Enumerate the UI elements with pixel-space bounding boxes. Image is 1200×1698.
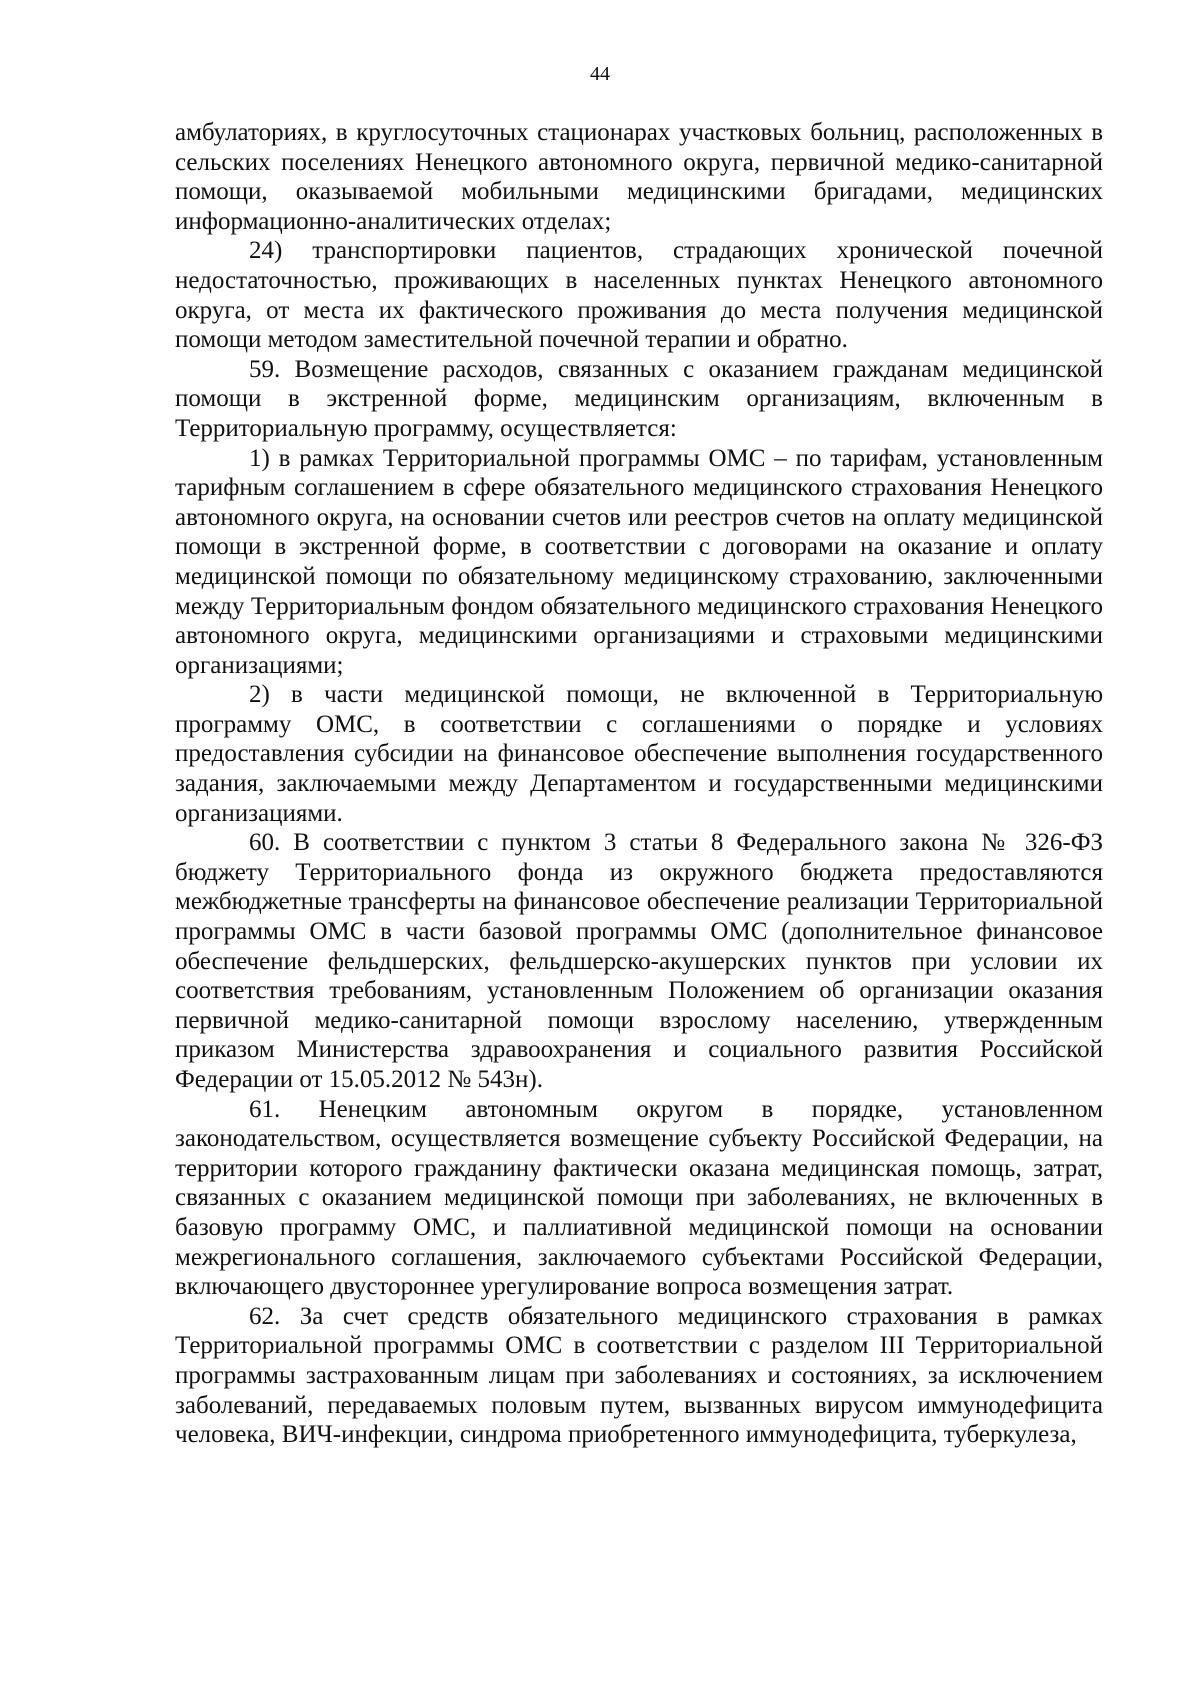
paragraph: 1) в рамках Территориальной программы ОМС – по тарифам, установленным тарифным соглашением в сфере обязательного медицинского страхования Ненецкого автономного округа, на основании счетов или реестров счетов на оплату медицинской помощи в экстренной форме, в соответствии с договорами на оказание и оплату медицинской помощи по обязательному медицинскому страхованию, заключенными между Территориальным фондом обязательного медицинского страхования Ненецкого автономного округа, медицинскими организациями и страховыми медицинскими организациями; [175,444,1103,679]
page-number: 44 [590,63,610,85]
paragraph: 61. Ненецким автономным округом в порядке, установленном законодательством, осуществляется возмещение субъекту Российской Федерации, на территории которого гражданину фактически оказана медицинская помощь, затрат, связанных с оказанием медицинской помощи при заболеваниях, не включенных в базовую программу ОМС, и паллиативной медицинской помощи на основании межрегионального соглашения, заключаемого субъектами Российской Федерации, включающего двустороннее урегулирование вопроса возмещения затрат. [175,1095,1103,1301]
paragraph: 24) транспортировки пациентов, страдающих хронической почечной недостаточностью, проживающих в населенных пунктах Ненецкого автономного округа, от места их фактического проживания до места получения медицинской помощи методом заместительной почечной терапии и обратно. [175,237,1103,354]
paragraph: 60. В соответствии с пунктом 3 статьи 8 Федерального закона № 326-ФЗ бюджету Территориального фонда из окружного бюджета предоставляются межбюджетные трансферты на финансовое обеспечение реализации Территориальной программы ОМС в части базовой программы ОМС (дополнительное финансовое обеспечение фельдшерских, фельдшерско-акушерских пунктов при условии их соответствия требованиям, установленным Положением об организации оказания первичной медико-санитарной помощи взрослому населению, утвержденным приказом Министерства здравоохранения и социального развития Российской Федерации от 15.05.2012 № 543н). [175,829,1103,1093]
paragraph: 62. За счет средств обязательного медицинского страхования в рамках Территориальной программы ОМС в соответствии с разделом III Территориальной программы застрахованным лицам при заболеваниях и состояниях, за исключением заболеваний, передаваемых половым путем, вызванных вирусом иммунодефицита человека, ВИЧ-инфекции, синдрома приобретенного иммунодефицита, туберкулеза, [175,1302,1103,1449]
document-body [175,118,1103,1450]
paragraph: 59. Возмещение расходов, связанных с оказанием гражданам медицинской помощи в экстренной форме, медицинским организациям, включенным в Территориальную программу, осуществляется: [175,355,1103,442]
paragraph: 2) в части медицинской помощи, не включенной в Территориальную программу ОМС, в соответствии с соглашениями о порядке и условиях предоставления субсидии на финансовое обеспечение выполнения государственного задания, заключаемыми между Департаментом и государственными медицинскими организациями. [175,681,1103,827]
paragraph: амбулаториях, в круглосуточных стационарах участковых больниц, расположенных в сельских поселениях Ненецкого автономного округа, первичной медико-санитарной помощи, оказываемой мобильными медицинскими бригадами, медицинских информационно-аналитических отделах; [175,119,1103,235]
